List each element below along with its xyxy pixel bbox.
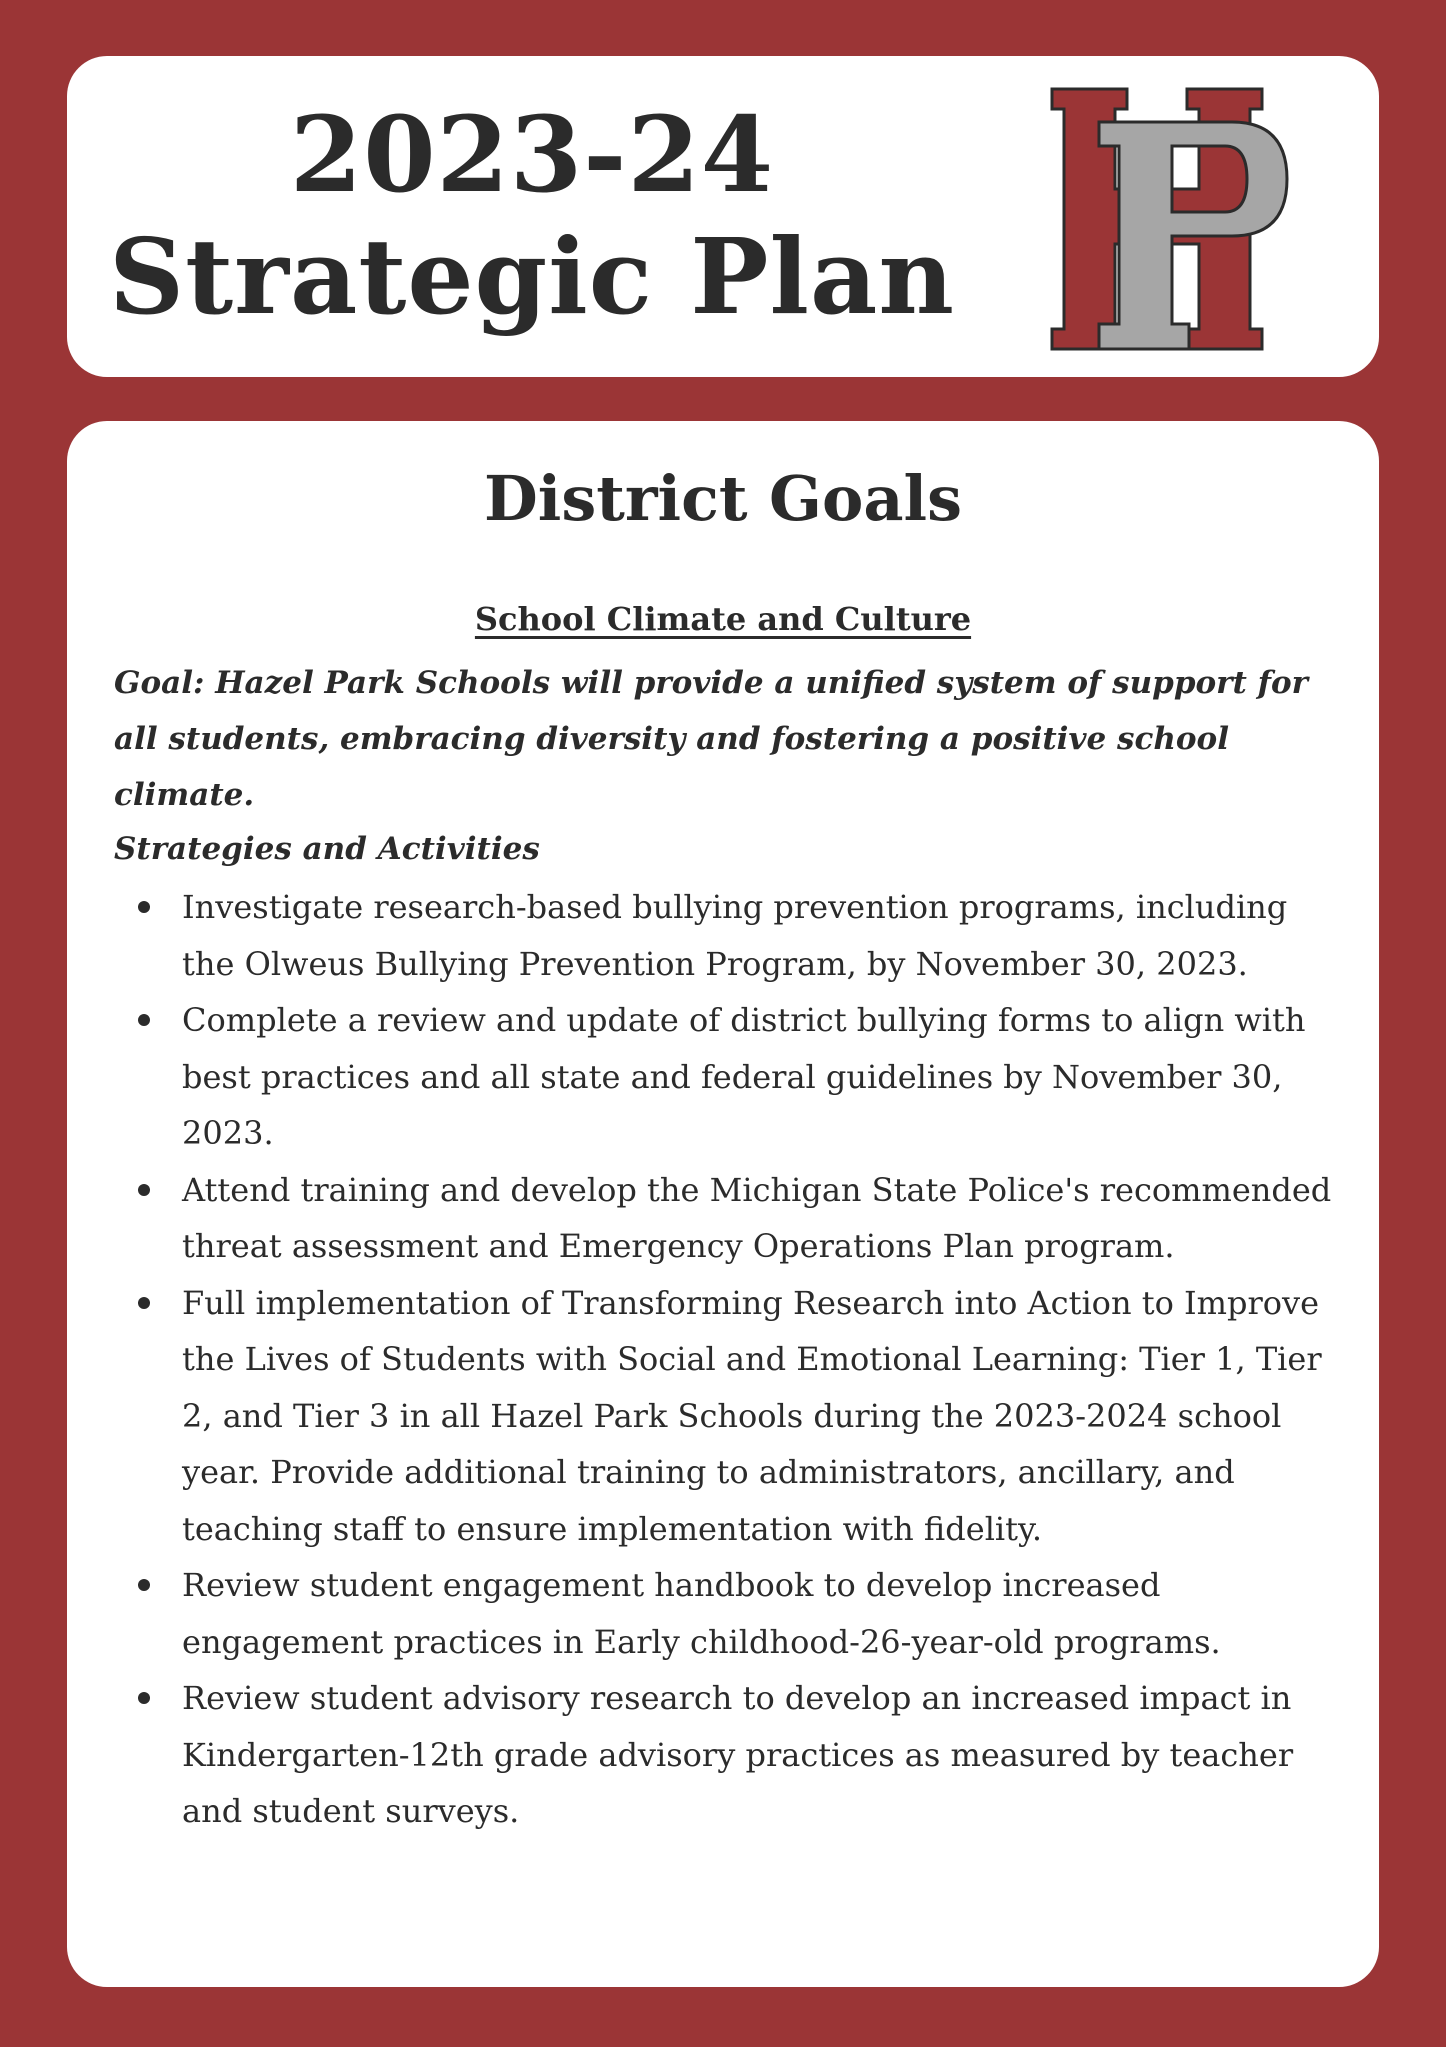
strategy-text: Attend training and develop the Michigan State Police's recommended threat assessment and Emergency Operations Plan program. — [182, 1170, 1332, 1265]
list-item — [114, 1275, 1344, 1558]
bullet-icon — [138, 1184, 150, 1196]
bullet-icon — [138, 1297, 150, 1309]
title-line-year: 2023-24 — [289, 93, 775, 216]
strategy-text: Review student engagement handbook to develop increased engagement practices in Early childhood-26-year-old programs. — [182, 1566, 1221, 1661]
content-card — [67, 421, 1379, 1987]
strategy-text: Complete a review and update of district bullying forms to align with best practices and all state and federal guidelines by November 30, 2023. — [182, 1001, 1306, 1152]
section-subheading: School Climate and Culture — [474, 600, 972, 638]
list-item — [114, 1557, 1344, 1670]
hp-logo — [1047, 84, 1297, 354]
title-line-plan: Strategic Plan — [109, 215, 955, 338]
strategy-text: Review student advisory research to develop an increased impact in Kindergarten-12th grade advisory practices as measured by teacher and student surveys. — [182, 1679, 1294, 1830]
list-item — [114, 1670, 1344, 1840]
district-goals-heading: District Goals — [484, 462, 962, 535]
list-item — [114, 1162, 1344, 1275]
strategies-label: Strategies and Activities — [114, 831, 540, 867]
bullet-icon — [138, 1579, 150, 1591]
logo-letter-p — [1099, 122, 1287, 349]
bullet-icon — [138, 1692, 150, 1704]
list-item — [114, 879, 1344, 992]
page-title — [67, 94, 997, 338]
bullet-icon — [138, 901, 150, 913]
strategy-text: Investigate research-based bullying prevention programs, including the Olweus Bullying Prevention Program, by November 30, 2023. — [182, 888, 1288, 983]
strategy-text: Full implementation of Transforming Research into Action to Improve the Lives of Students with Social and Emotional Learning: Tier 1, Tier 2, and Tier 3 in all Hazel Park Schools during the 2023-2024 school year. Provide additional training to administrators, ancillary, and teaching staff to ensure implementation with fidelity. — [182, 1283, 1322, 1548]
list-item — [114, 992, 1344, 1162]
strategy-list — [114, 879, 1344, 1840]
header-card — [67, 56, 1379, 377]
goal-statement: Goal: Hazel Park Schools will provide a unified system of support for all students, embracing diversity and fostering a positive school climate. — [114, 665, 1308, 813]
bullet-icon — [138, 1014, 150, 1026]
